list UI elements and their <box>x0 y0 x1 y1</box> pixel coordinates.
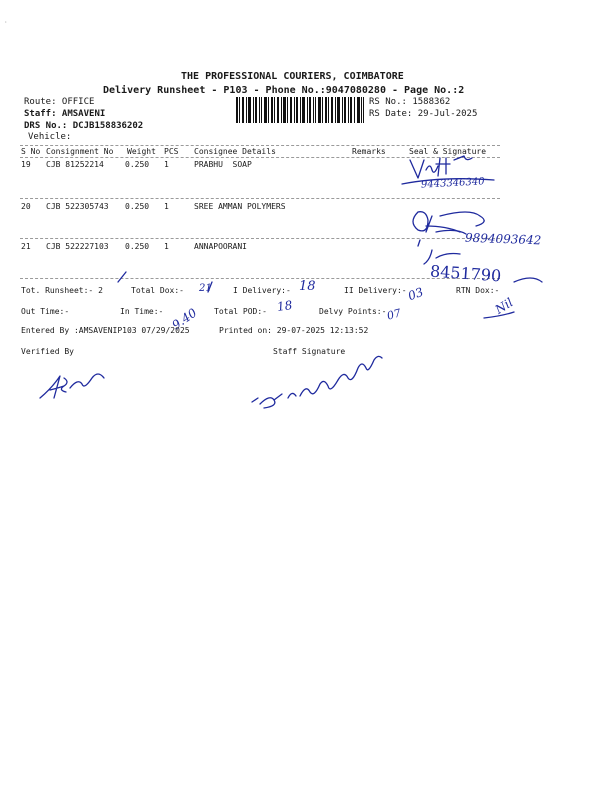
row-sno: 21 <box>21 242 31 251</box>
in-time-label: In Time:- <box>120 307 164 316</box>
ii-delivery-label: II Delivery:- <box>344 286 407 295</box>
tot-runsheet: Tot. Runsheet:- 2 <box>21 286 103 295</box>
row-weight: 0.250 <box>125 242 150 251</box>
signature-row-21 <box>418 240 460 264</box>
col-header-consignee: Consignee Details <box>194 147 276 156</box>
row-consignment: CJB 81252214 <box>46 160 104 169</box>
signature-row-19 <box>410 156 472 178</box>
delvy-points-value: 07 <box>385 306 403 323</box>
handwritten-phone-19: 9443346340 <box>420 176 485 191</box>
entered-by: Entered By :AMSAVENIP103 07/29/2025 <box>21 326 190 335</box>
in-time-value: 9.40 <box>169 305 200 333</box>
scan-speck: · <box>4 19 8 26</box>
delvy-points-label: Delvy Points:- <box>319 307 387 316</box>
runsheet-subtitle: Delivery Runsheet - P103 - Phone No.:9047080280 - Page No.:2 <box>103 85 465 96</box>
row-consignee: SREE AMMAN POLYMERS <box>194 202 286 211</box>
rtn-dox-value: Nil <box>492 295 516 317</box>
staff-signature <box>260 356 382 408</box>
rs-number: RS No.: 1588362 <box>369 97 451 107</box>
total-dox-label: Total Dox:- <box>131 286 184 295</box>
row-pcs: 1 <box>164 202 169 211</box>
handwritten-phone-20: 9894093642 <box>464 230 542 248</box>
col-header-weight: Weight <box>127 147 156 156</box>
staff-signature-start <box>252 398 258 402</box>
row-consignee: ANNAPOORANI <box>194 242 247 251</box>
tick-mark <box>118 272 126 282</box>
nil-stroke <box>484 312 514 318</box>
total-pod-label: Total POD:- <box>214 307 267 316</box>
ii-delivery-value: 03 <box>406 284 426 304</box>
verified-by-signature <box>40 374 104 398</box>
row-consignee: PRABHU SOAP <box>194 160 252 169</box>
i-delivery-label: I Delivery:- <box>233 286 291 295</box>
row-weight: 0.250 <box>125 202 150 211</box>
staff-label: Staff: AMSAVENI <box>24 109 106 119</box>
company-title: THE PROFESSIONAL COURIERS, COIMBATORE <box>181 71 404 82</box>
total-pod-value: 18 <box>276 298 294 314</box>
tick-mark <box>208 282 212 292</box>
nil-stroke <box>514 278 542 282</box>
route-label: Route: OFFICE <box>24 97 95 107</box>
drs-number: DRS No.: DCJB158836202 <box>24 121 144 131</box>
row-sno: 19 <box>21 160 31 169</box>
total-dox-value: 21 <box>199 283 212 294</box>
row-consignment: CJB 522227103 <box>46 242 109 251</box>
staff-signature-label: Staff Signature <box>273 347 346 356</box>
i-delivery-value: 18 <box>299 279 316 294</box>
rtn-dox-label: RTN Dox:- <box>456 286 500 295</box>
col-header-signature: Seal & Signature <box>409 147 487 156</box>
underline-row-19 <box>402 179 494 184</box>
col-header-consignment: Consignment No <box>46 147 114 156</box>
col-header-pcs: PCS <box>164 147 179 156</box>
verified-by-label: Verified By <box>21 347 74 356</box>
printed-on: Printed on: 29-07-2025 12:13:52 <box>219 326 369 335</box>
row-weight: 0.250 <box>125 160 150 169</box>
rs-date: RS Date: 29-Jul-2025 <box>369 109 478 119</box>
row-pcs: 1 <box>164 160 169 169</box>
col-header-remarks: Remarks <box>352 147 386 156</box>
row-consignment: CJB 522305743 <box>46 202 109 211</box>
vehicle-label: Vehicle: <box>28 132 72 142</box>
handwritten-phone-21: 8451790 <box>429 261 502 286</box>
row-pcs: 1 <box>164 242 169 251</box>
signature-row-20 <box>413 212 484 234</box>
row-sno: 20 <box>21 202 31 211</box>
col-header-sno: S No <box>21 147 41 156</box>
out-time-label: Out Time:- <box>21 307 70 316</box>
